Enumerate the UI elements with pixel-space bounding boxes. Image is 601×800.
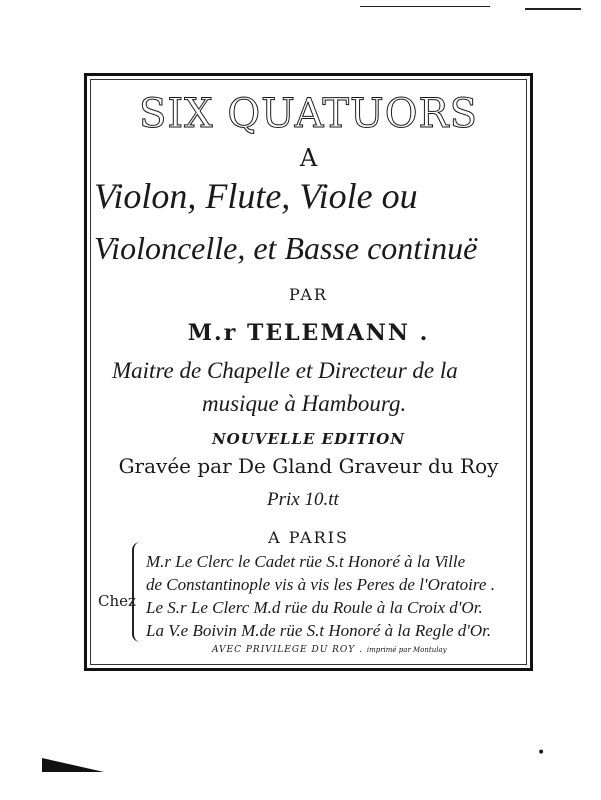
composer-name: M.r TELEMANN .	[187, 320, 430, 346]
preposition-a: A	[299, 144, 318, 172]
address-line-2: de Constantinople vis à vis les Peres de l'Oratoire .	[146, 575, 495, 594]
position-line-2: musique à Hambourg.	[202, 391, 407, 416]
instruments-line-2: Violoncelle, et Basse continuë	[94, 230, 478, 266]
address-line-1: M.r Le Clerc le Cadet rüe S.t Honoré à la Ville	[146, 552, 466, 571]
edition-label: NOUVELLE EDITION	[211, 430, 406, 448]
address-line-4: La V.e Boivin M.de rüe S.t Honoré à la Regle d'Or.	[146, 621, 492, 640]
margin-dot: •	[537, 745, 546, 761]
top-edge-line-right	[525, 8, 581, 10]
top-edge-line-left	[360, 6, 490, 7]
privilege-line	[212, 645, 447, 655]
printer-text: imprimé par Montulay	[366, 646, 447, 654]
address-line-3: Le S.r Le Clerc M.d rüe du Roule à la Croix d'Or.	[146, 598, 483, 617]
instruments-line-1: Violon, Flute, Viole ou	[94, 176, 418, 216]
engraver-line: Gravée par De Gland Graveur du Roy	[118, 454, 499, 478]
page-title: SIX QUATUORS	[138, 91, 479, 137]
chez-label: Chez	[98, 592, 136, 610]
privilege-text: AVEC PRIVILEGE DU ROY .	[212, 645, 363, 655]
par-label: PAR	[289, 285, 328, 304]
price-label: Prix 10.tt	[267, 489, 339, 510]
corner-ink-mark	[42, 758, 104, 772]
city-label: A PARIS	[268, 528, 349, 547]
position-line-1: Maitre de Chapelle et Directeur de la	[112, 358, 458, 383]
address-brace	[132, 542, 144, 642]
title-page-content	[92, 82, 525, 662]
